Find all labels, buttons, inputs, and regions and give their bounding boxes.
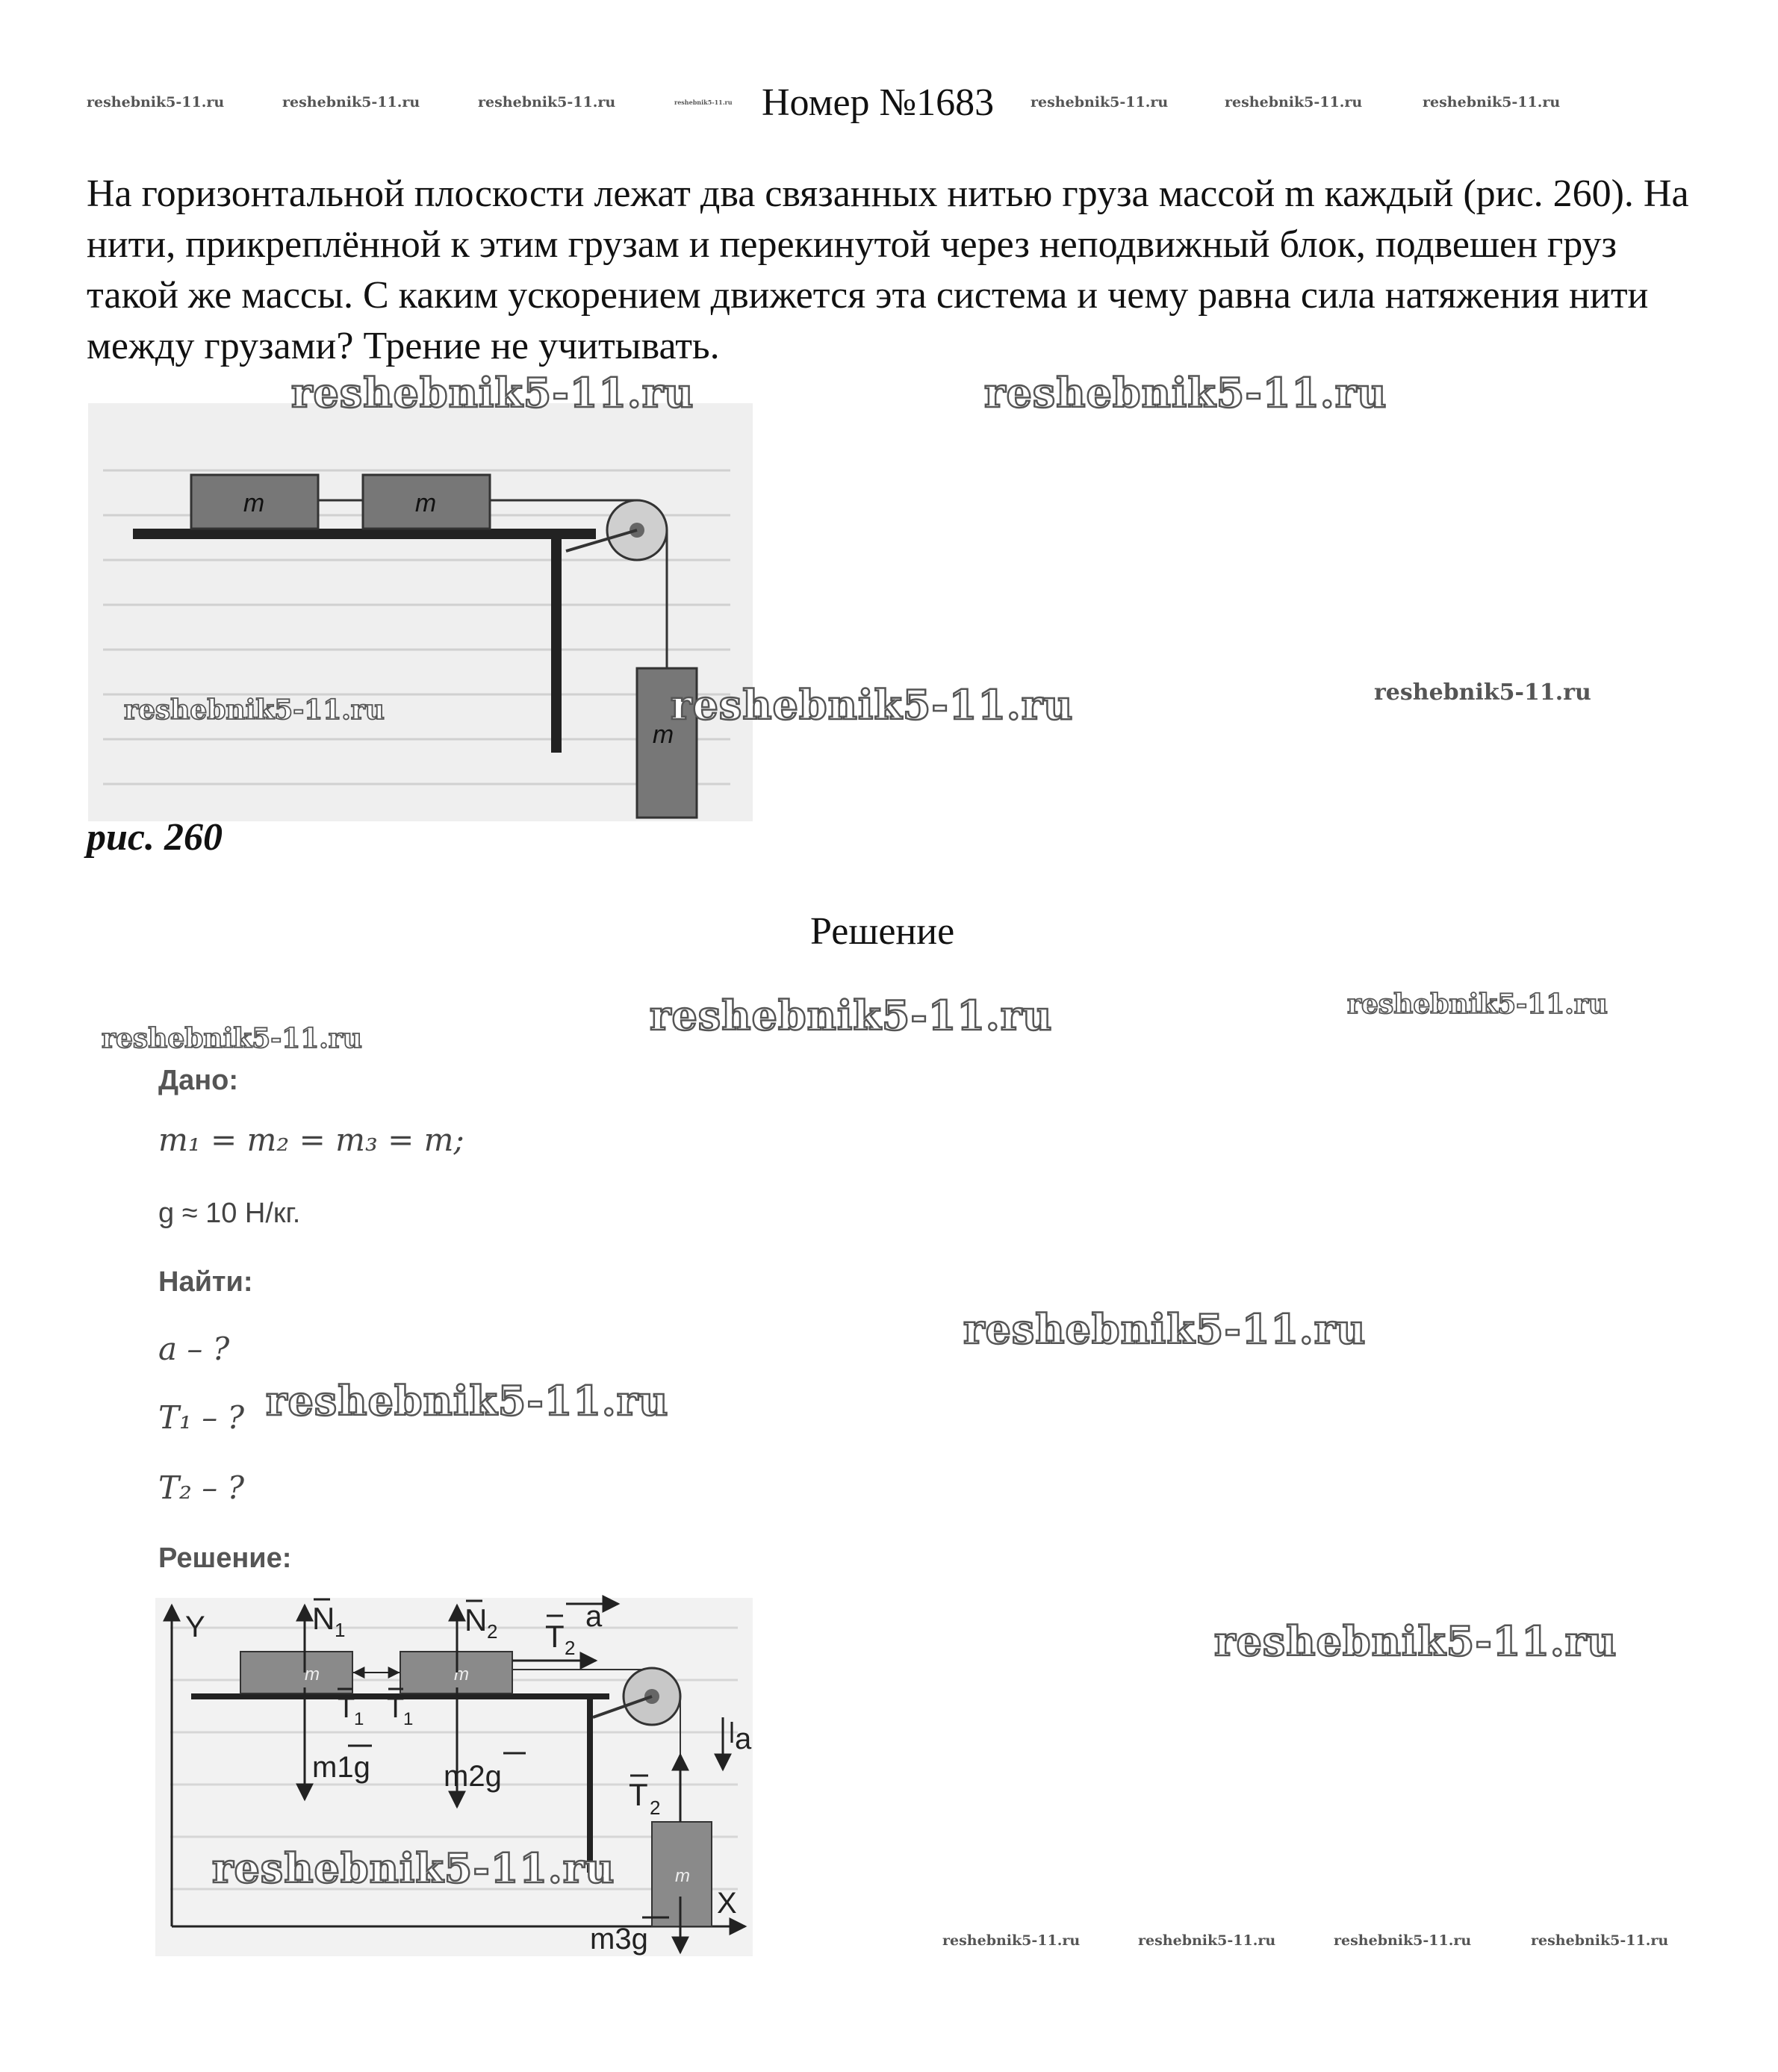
vertical-edge bbox=[551, 529, 562, 753]
t1-right-label: T bbox=[387, 1693, 405, 1724]
watermark: reshebnik5-11.ru bbox=[650, 992, 1053, 1039]
solution-heading: Решение bbox=[810, 910, 955, 953]
find-label: Найти: bbox=[158, 1266, 253, 1298]
watermark: reshebnik5-11.ru bbox=[1334, 1932, 1472, 1949]
block-1 bbox=[240, 1652, 352, 1693]
m3g-label: m3g bbox=[590, 1923, 648, 1956]
m1g-label: m1g bbox=[312, 1751, 370, 1784]
block-3-label: m bbox=[675, 1866, 690, 1886]
given-gravity: g ≈ 10 Н/кг. bbox=[158, 1198, 301, 1229]
watermark: reshebnik5-11.ru bbox=[1347, 989, 1608, 1020]
acceleration-horizontal-label: a bbox=[585, 1600, 603, 1633]
n1-label: N bbox=[312, 1601, 335, 1636]
t1-right-subscript: 1 bbox=[403, 1709, 414, 1729]
t2-horizontal-label: T bbox=[545, 1619, 565, 1654]
watermark: reshebnik5-11.ru bbox=[212, 1844, 615, 1892]
t1-left-label: T bbox=[338, 1693, 355, 1724]
t2-vertical-label: T bbox=[629, 1777, 648, 1812]
watermark: reshebnik5-11.ru bbox=[984, 369, 1387, 417]
page-title: Номер №1683 bbox=[762, 81, 995, 124]
block-1-label: m bbox=[305, 1664, 320, 1684]
n2-label: N bbox=[464, 1602, 488, 1637]
x-axis-label: X bbox=[717, 1887, 737, 1920]
watermark: reshebnik5-11.ru bbox=[1423, 94, 1561, 111]
watermark: reshebnik5-11.ru bbox=[1138, 1932, 1276, 1949]
watermark: reshebnik5-11.ru bbox=[1374, 679, 1591, 706]
watermark: reshebnik5-11.ru bbox=[1531, 1932, 1669, 1949]
block-1-label: m bbox=[243, 489, 265, 517]
watermark: reshebnik5-11.ru bbox=[674, 99, 733, 106]
n1-subscript: 1 bbox=[335, 1619, 346, 1641]
m2g-label: m2g bbox=[444, 1760, 502, 1793]
given-masses-text: m₁ = m₂ = m₃ = m; bbox=[158, 1121, 464, 1158]
given-label: Дано: bbox=[158, 1065, 239, 1096]
find-tension-1-text: T₁ – ? bbox=[158, 1399, 245, 1436]
t1-left-subscript: 1 bbox=[354, 1709, 364, 1729]
find-tension-2 bbox=[158, 1469, 244, 1506]
watermark: reshebnik5-11.ru bbox=[1031, 94, 1169, 111]
horizontal-plane bbox=[133, 529, 596, 539]
watermark: reshebnik5-11.ru bbox=[266, 1377, 669, 1425]
watermark: reshebnik5-11.ru bbox=[87, 94, 225, 111]
watermark: reshebnik5-11.ru bbox=[1225, 94, 1363, 111]
find-tension-2-text: T₂ – ? bbox=[158, 1469, 245, 1506]
given-masses bbox=[158, 1121, 464, 1158]
block-3-label: m bbox=[652, 721, 674, 749]
watermark: reshebnik5-11.ru bbox=[102, 1023, 362, 1054]
problem-text: На горизонтальной плоскости лежат два связанных нитью груза массой m каждый (рис. 260). На нити, прикреплённой к этим грузам и перекинутой через неподвижный блок, подвешен груз такой же массы. С каким ускорением движется эта система и чему равна сила натяжения нити между грузами? Трение не учитывать. bbox=[87, 172, 1689, 367]
figure-caption: рис. 260 bbox=[87, 816, 223, 859]
find-tension-1 bbox=[158, 1399, 244, 1436]
watermark: reshebnik5-11.ru bbox=[671, 681, 1074, 729]
y-axis-label: Y bbox=[185, 1611, 205, 1643]
watermark: reshebnik5-11.ru bbox=[124, 694, 385, 726]
block-2-label: m bbox=[454, 1664, 469, 1684]
find-acceleration-text: a – ? bbox=[158, 1331, 230, 1367]
t2-vertical-subscript: 2 bbox=[650, 1796, 661, 1819]
solution-label: Решение: bbox=[158, 1543, 292, 1574]
block-2-label: m bbox=[414, 489, 437, 517]
find-acceleration bbox=[158, 1331, 229, 1367]
watermark: reshebnik5-11.ru bbox=[963, 1305, 1367, 1353]
watermark: reshebnik5-11.ru bbox=[1214, 1617, 1617, 1665]
t2-horizontal-subscript: 2 bbox=[565, 1637, 576, 1659]
watermark: reshebnik5-11.ru bbox=[942, 1932, 1081, 1949]
n2-subscript: 2 bbox=[487, 1620, 498, 1643]
acceleration-vertical-label: a bbox=[735, 1723, 752, 1755]
watermark: reshebnik5-11.ru bbox=[478, 94, 616, 111]
watermark: reshebnik5-11.ru bbox=[282, 94, 420, 111]
watermark: reshebnik5-11.ru bbox=[291, 369, 694, 417]
figure-260 bbox=[88, 403, 753, 821]
force-diagram bbox=[155, 1583, 753, 1956]
